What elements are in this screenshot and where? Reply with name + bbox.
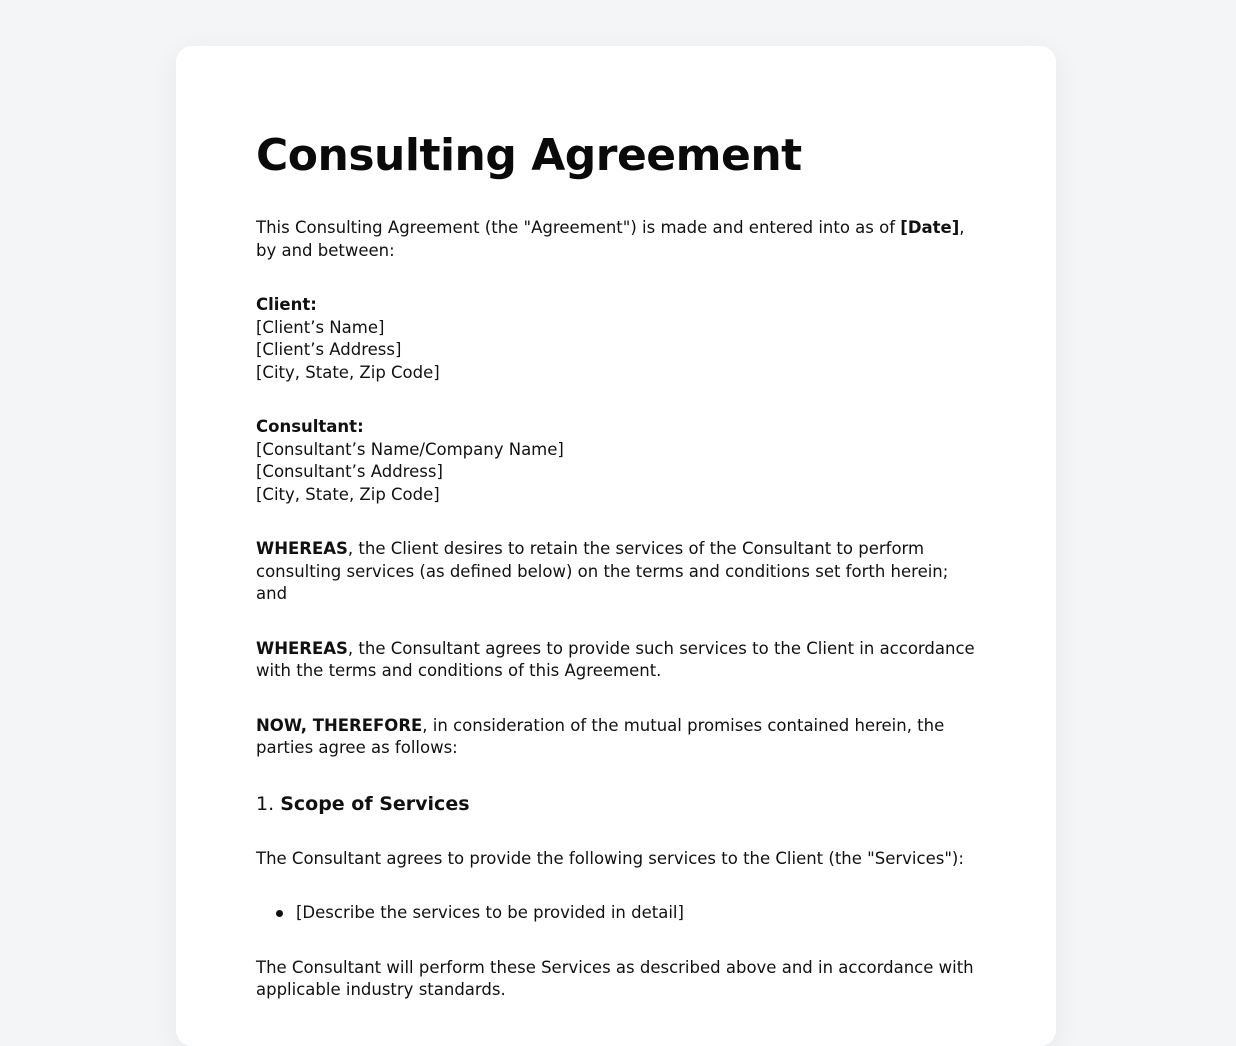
therefore-keyword: NOW, THEREFORE bbox=[256, 715, 423, 735]
therefore-text: , in consideration of the mutual promises contained herein, the parties agree as follows: bbox=[256, 715, 945, 757]
whereas-text-2: , the Consultant agrees to provide such services to the Client in accordance with the terms and conditions of this Agreement. bbox=[256, 638, 975, 680]
section-1-heading bbox=[256, 792, 976, 816]
section-1-intro: The Consultant agrees to provide the following services to the Client (the "Services"): bbox=[256, 848, 964, 868]
consultant-block bbox=[256, 416, 976, 506]
consultant-name: [Consultant’s Name/Company Name] bbox=[256, 439, 564, 459]
consultant-label: Consultant: bbox=[256, 417, 364, 436]
client-address: [Client’s Address] bbox=[256, 340, 402, 359]
services-list bbox=[256, 902, 976, 925]
whereas-keyword-2: WHEREAS bbox=[256, 638, 348, 658]
section-1-closing: The Consultant will perform these Services as described above and in accordance with applicable industry standards. bbox=[256, 957, 974, 999]
intro-paragraph bbox=[256, 217, 976, 262]
client-city: [City, State, Zip Code] bbox=[256, 362, 440, 382]
intro-text-before: This Consulting Agreement (the "Agreement") is made and entered into as of bbox=[256, 218, 901, 237]
consultant-city: [City, State, Zip Code] bbox=[256, 484, 440, 504]
list-item bbox=[296, 902, 976, 925]
therefore-paragraph bbox=[256, 715, 976, 760]
section-1-number: 1. bbox=[256, 792, 275, 815]
intro-text-after: , by and between: bbox=[256, 218, 965, 260]
client-label: Client: bbox=[256, 295, 317, 314]
whereas-paragraph-2 bbox=[256, 638, 976, 683]
document-page bbox=[176, 46, 1056, 1046]
consultant-address: [Consultant’s Address] bbox=[256, 462, 443, 481]
section-1-title: Scope of Services bbox=[280, 792, 470, 815]
bullet-icon bbox=[276, 910, 283, 917]
client-block bbox=[256, 294, 976, 384]
service-item-text: [Describe the services to be provided in detail] bbox=[296, 903, 684, 922]
document-body bbox=[256, 217, 976, 1034]
whereas-text-1: , the Client desires to retain the services of the Consultant to perform consulting services (as defined below) on the terms and conditions set forth herein; and bbox=[256, 539, 949, 603]
intro-date-placeholder: [Date] bbox=[900, 218, 960, 237]
client-name: [Client’s Name] bbox=[256, 317, 385, 337]
document-title: Consulting Agreement bbox=[256, 130, 802, 181]
whereas-paragraph-1 bbox=[256, 538, 976, 606]
whereas-keyword-1: WHEREAS bbox=[256, 539, 348, 558]
